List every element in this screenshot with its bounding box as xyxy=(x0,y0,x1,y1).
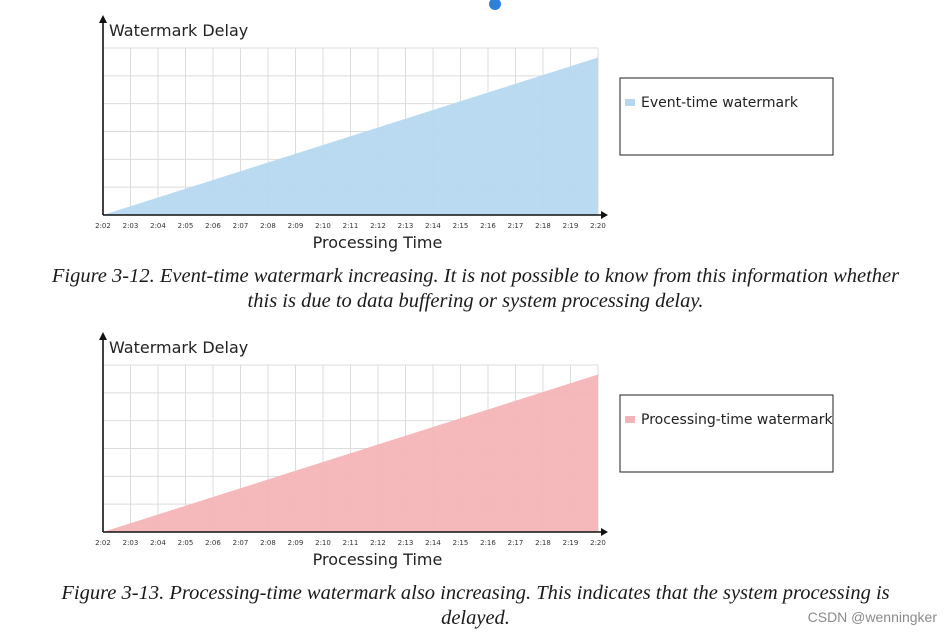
x-tick-label: 2:10 xyxy=(315,539,331,547)
x-tick-label: 2:10 xyxy=(315,222,331,230)
y-axis-arrow xyxy=(99,332,107,340)
legend-box xyxy=(620,395,833,472)
figure-3-13-caption-line1: Figure 3-13. Processing-time watermark also increasing. This indicates that the system processing is xyxy=(61,582,890,604)
x-tick-label: 2:18 xyxy=(535,222,551,230)
y-axis-title: Watermark Delay xyxy=(109,21,249,40)
legend-swatch xyxy=(625,99,635,106)
x-tick-label: 2:07 xyxy=(232,222,249,230)
x-tick-label: 2:13 xyxy=(397,222,414,230)
x-tick-label: 2:03 xyxy=(122,539,139,547)
x-tick-label: 2:04 xyxy=(150,539,166,547)
figure-3-13-caption-line2: delayed. xyxy=(441,607,510,629)
figure-3-12-caption-line2: this is due to data buffering or system processing delay. xyxy=(247,290,704,312)
x-tick-label: 2:11 xyxy=(342,539,359,547)
x-tick-label: 2:06 xyxy=(205,539,221,547)
legend xyxy=(620,78,833,155)
x-tick-label: 2:16 xyxy=(480,222,496,230)
x-tick-label: 2:12 xyxy=(370,539,386,547)
x-tick-label: 2:16 xyxy=(480,539,496,547)
x-axis-title: Processing Time xyxy=(312,233,443,252)
figure-3-12-caption-line1: Figure 3-12. Event-time watermark increasing. It is not possible to know from this information whether xyxy=(51,265,900,287)
x-tick-label: 2:11 xyxy=(342,222,359,230)
figure-3-12-caption xyxy=(0,264,951,314)
x-tick-label: 2:12 xyxy=(370,222,386,230)
x-tick-label: 2:14 xyxy=(425,539,441,547)
x-tick-label: 2:09 xyxy=(287,539,304,547)
x-axis-arrow xyxy=(601,528,608,536)
x-tick-label: 2:20 xyxy=(590,539,606,547)
x-axis-title: Processing Time xyxy=(312,550,443,569)
x-tick-label: 2:04 xyxy=(150,222,166,230)
x-tick-label: 2:13 xyxy=(397,539,414,547)
legend xyxy=(620,395,834,472)
csdn-credit: CSDN @wenningker xyxy=(807,609,937,625)
x-tick-label: 2:02 xyxy=(95,539,111,547)
legend-box xyxy=(620,78,833,155)
event-time-chart xyxy=(0,0,951,260)
x-tick-label: 2:05 xyxy=(177,539,194,547)
legend-label: Processing-time watermark xyxy=(641,412,833,428)
x-tick-label: 2:03 xyxy=(122,222,139,230)
x-tick-label: 2:15 xyxy=(452,222,469,230)
x-tick-label: 2:15 xyxy=(452,539,469,547)
x-tick-label: 2:17 xyxy=(507,539,524,547)
x-tick-label: 2:05 xyxy=(177,222,194,230)
x-tick-label: 2:07 xyxy=(232,539,249,547)
legend-swatch xyxy=(625,416,635,423)
x-tick-label: 2:17 xyxy=(507,222,524,230)
x-tick-label: 2:20 xyxy=(590,222,606,230)
x-tick-label: 2:18 xyxy=(535,539,551,547)
processing-time-chart xyxy=(0,317,951,577)
x-tick-label: 2:02 xyxy=(95,222,111,230)
x-tick-label: 2:09 xyxy=(287,222,304,230)
legend-label: Event-time watermark xyxy=(641,95,798,111)
x-tick-label: 2:08 xyxy=(260,222,276,230)
y-axis-arrow xyxy=(99,15,107,23)
y-axis-title: Watermark Delay xyxy=(109,338,249,357)
x-tick-label: 2:06 xyxy=(205,222,221,230)
x-axis-arrow xyxy=(601,211,608,219)
x-tick-label: 2:14 xyxy=(425,222,441,230)
x-tick-label: 2:08 xyxy=(260,539,276,547)
x-tick-label: 2:19 xyxy=(562,539,579,547)
x-tick-label: 2:19 xyxy=(562,222,579,230)
